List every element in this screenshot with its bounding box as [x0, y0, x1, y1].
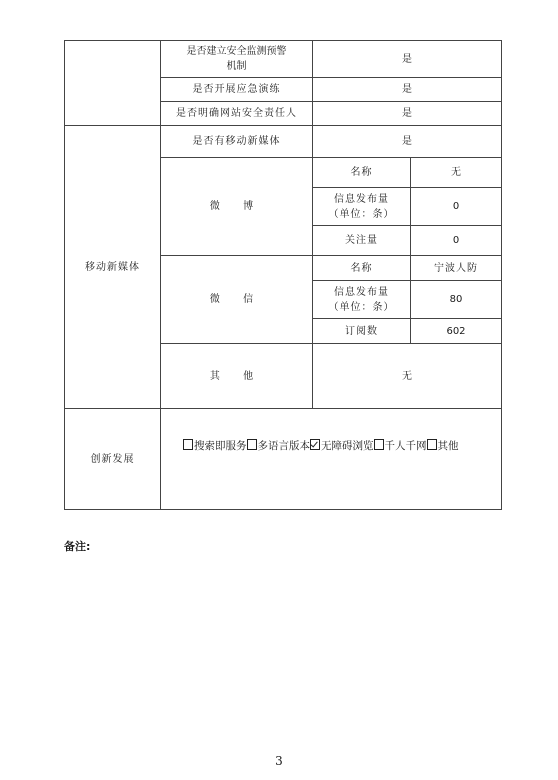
wechat-posts-value: 80 — [411, 281, 502, 319]
wechat-name-value: 宁波人防 — [411, 256, 502, 281]
drill-value: 是 — [313, 78, 502, 102]
security-section-cell — [65, 41, 161, 126]
table-row — [65, 409, 502, 510]
weibo-posts-value: 0 — [411, 188, 502, 226]
weibo-posts-label: 信息发布量 （单位：条） — [313, 188, 411, 226]
checkbox-icon[interactable] — [247, 439, 257, 450]
option-personalized[interactable]: 千人千网 — [374, 440, 427, 452]
option-other[interactable]: 其他 — [427, 440, 459, 452]
site-info-table — [64, 40, 502, 510]
checked-checkbox-icon[interactable] — [310, 439, 320, 450]
page-number: 3 — [275, 754, 283, 768]
mobile-section-label: 移动新媒体 — [65, 126, 161, 409]
wechat-subscribers-value: 602 — [411, 319, 502, 344]
weibo-name-value: 无 — [411, 158, 502, 188]
table-row — [65, 41, 502, 78]
checkbox-icon[interactable] — [183, 439, 193, 450]
wechat-posts-label: 信息发布量 （单位：条） — [313, 281, 411, 319]
weibo-followers-label: 关注量 — [313, 226, 411, 256]
checkbox-icon[interactable] — [374, 439, 384, 450]
responsible-value: 是 — [313, 102, 502, 126]
wechat-label: 微 信 — [161, 256, 313, 344]
weibo-name-label: 名称 — [313, 158, 411, 188]
checkbox-icon[interactable] — [427, 439, 437, 450]
has-mobile-value: 是 — [313, 126, 502, 158]
table-row — [65, 126, 502, 158]
monitoring-value: 是 — [313, 41, 502, 78]
option-multilingual[interactable]: 多语言版本 — [247, 440, 311, 452]
drill-label: 是否开展应急演练 — [161, 78, 313, 102]
other-value: 无 — [313, 344, 502, 409]
responsible-label: 是否明确网站安全责任人 — [161, 102, 313, 126]
innovation-label: 创新发展 — [65, 409, 161, 510]
weibo-label: 微 博 — [161, 158, 313, 256]
monitoring-label: 是否建立安全监测预警 机制 — [161, 41, 313, 78]
wechat-subscribers-label: 订阅数 — [313, 319, 411, 344]
weibo-followers-value: 0 — [411, 226, 502, 256]
has-mobile-label: 是否有移动新媒体 — [161, 126, 313, 158]
innovation-options — [161, 409, 502, 510]
wechat-name-label: 名称 — [313, 256, 411, 281]
option-search-service[interactable]: 搜索即服务 — [183, 440, 247, 452]
other-label: 其 他 — [161, 344, 313, 409]
option-accessible[interactable]: 无障碍浏览 — [310, 440, 374, 452]
remark-label: 备注: — [64, 540, 91, 553]
